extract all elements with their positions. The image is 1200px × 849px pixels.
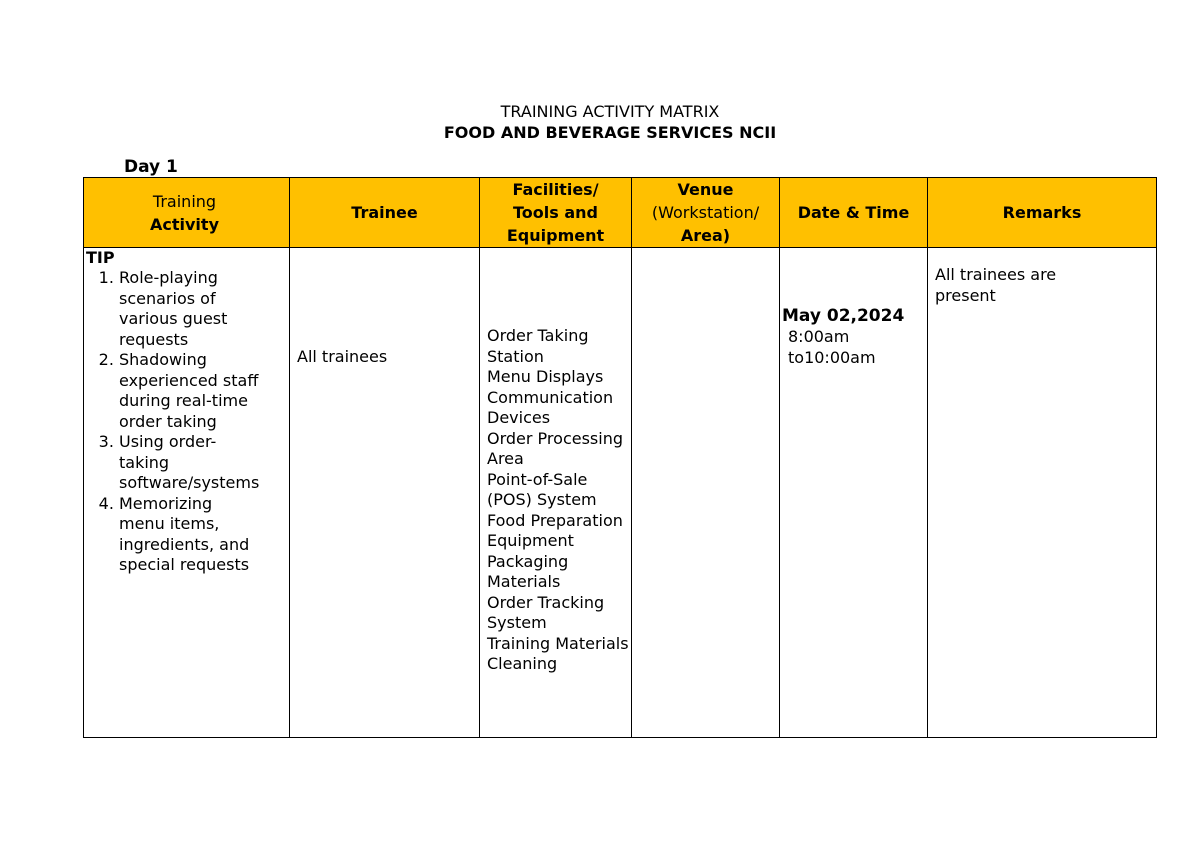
tip-label: TIP: [86, 248, 115, 267]
cell-trainee: [290, 248, 480, 738]
list-item: 2. Shadowing experienced staff during real-time order taking: [119, 350, 259, 432]
list-item: 1. Role-playing scenarios of various guest requests: [119, 268, 259, 350]
list-item: 3. Using order-taking software/systems: [119, 432, 259, 494]
header-training-activity: [84, 178, 290, 248]
cell-venue: [632, 248, 780, 738]
cell-date-time: [780, 248, 928, 738]
time-start: 8:00am: [788, 327, 850, 346]
header-date-time: Date & Time: [780, 178, 928, 248]
header-activity-line2: Activity: [150, 214, 219, 234]
list-item: 4. Memorizing menu items, ingredients, and special requests: [119, 494, 259, 576]
list-item: Communication Devices: [487, 387, 614, 427]
training-matrix-table: [83, 177, 1157, 738]
list-item: Packaging Materials: [487, 551, 569, 591]
table-header-row: [84, 178, 1157, 248]
document-title: TRAINING ACTIVITY MATRIX: [500, 102, 720, 121]
list-item: Order Tracking System: [487, 592, 605, 632]
header-facilities-line2: Tools and: [513, 203, 598, 222]
list-item: Order Taking Station: [487, 326, 589, 366]
list-item: Point-of-Sale (POS) System: [487, 469, 597, 509]
header-remarks: Remarks: [928, 178, 1157, 248]
trainee-value: All trainees: [297, 347, 388, 366]
header-facilities: [480, 178, 632, 248]
header-venue-line1: Venue: [677, 180, 734, 199]
list-item: Order Processing Area: [487, 428, 623, 468]
cell-remarks: [928, 248, 1157, 738]
time-end: to10:00am: [788, 347, 876, 367]
list-item: Training Materials: [487, 633, 629, 653]
cell-training-activity: [84, 248, 290, 738]
cell-facilities: [480, 248, 632, 738]
header-facilities-line1: Facilities/: [512, 180, 599, 199]
remarks-value: All trainees are present: [935, 265, 1057, 305]
header-venue-line2: (Workstation/: [651, 203, 760, 222]
list-item: Food Preparation Equipment: [487, 510, 623, 550]
day-label: Day 1: [124, 157, 178, 177]
list-item: Cleaning: [487, 654, 558, 673]
document-subtitle: FOOD AND BEVERAGE SERVICES NCII: [443, 123, 777, 142]
header-venue: [632, 178, 780, 248]
date-value: May 02,2024: [782, 306, 905, 326]
header-facilities-line3: Equipment: [506, 226, 605, 245]
list-item: Menu Displays: [487, 367, 604, 386]
facilities-list: [487, 326, 632, 675]
header-venue-line3: Area): [680, 226, 731, 245]
table-row: [84, 248, 1157, 738]
activity-list: [86, 268, 289, 576]
header-activity-line1: Training: [152, 191, 217, 211]
header-trainee: Trainee: [290, 178, 480, 248]
